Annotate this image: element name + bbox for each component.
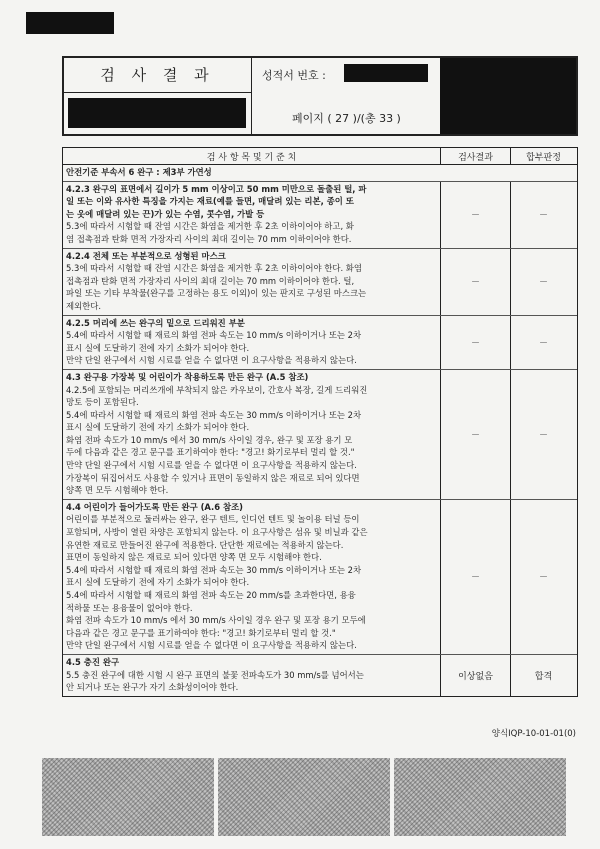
clause-heading: 4.2.5 머리에 쓰는 완구의 밑으로 드리워진 부분 [66, 317, 245, 328]
clause-text: 화염 전파 속도가 10 mm/s 에서 30 mm/s 사이일 경우, 완구 및 포장 용기 모 [66, 434, 353, 445]
judgement-cell: － [538, 278, 548, 289]
clause-text: 만약 단일 완구에서 시험 시료를 얻을 수 없다면 이 요구사항을 적용하지 않는다. [66, 460, 357, 471]
clause-text: 적하물 또는 용융물이 없어야 한다. [66, 602, 193, 613]
clause-text: 표시 실에 도달하기 전에 자기 소화가 되어야 한다. [66, 422, 250, 433]
clause-text: 파일 또는 기타 부착물(완구를 고정하는 용도 이외)이 있는 판지로 구성된 마스크는 [66, 288, 367, 299]
table-row [63, 249, 577, 316]
form-code: 양식IQP-10-01-01(0) [491, 729, 576, 739]
criteria-cell [63, 370, 441, 499]
clause-text: 5.3에 따라서 시험할 때 잔염 시간은 화염을 제거한 후 2초 이하이어야 하고, 화 [66, 221, 354, 232]
redacted-stamp-1 [42, 758, 214, 836]
clause-text: 표시 실에 도달하기 전에 자기 소화가 되어야 한다. [66, 342, 250, 353]
clause-text: 두에 다음과 같은 경고 문구를 표기하여야 한다: "경고! 화기로부터 멀리 할 것." [66, 447, 355, 458]
clause-text: 표시 실에 도달하기 전에 자기 소화가 되어야 한다. [66, 577, 250, 588]
table-header [63, 148, 577, 165]
clause-text: 어린이를 부분적으로 둘러싸는 완구, 완구 텐트, 인디언 텐트 및 놀이용 터널 등이 [66, 514, 360, 525]
judgement-cell: 합격 [534, 671, 553, 682]
table-row [63, 316, 577, 370]
clause-text: 만약 단일 완구에서 시험 시료를 얻을 수 없다면 이 요구사항을 적용하지 않는다. [66, 640, 357, 651]
clause-heading: 4.2.3 완구의 표면에서 길이가 5 mm 이상이고 50 mm 미만으로 돌출된 털, 파 [66, 183, 367, 194]
table-row [63, 370, 577, 500]
result-cell: － [441, 316, 511, 369]
clause-heading: 4.3 완구용 가장복 및 어린이가 착용하도록 만든 완구 (A.5 참조) [66, 371, 309, 382]
report-number-label: 성적서 번호 : [262, 69, 326, 82]
clause-text: 표면이 동일하지 않은 재료로 되어 있다면 양쪽 면 모두 시험해야 한다. [66, 552, 322, 563]
clause-text: 양쪽 면 모두 시험해야 한다. [66, 485, 169, 496]
clause-text: 안 되거나 또는 완구가 자기 소화성이어야 한다. [66, 682, 239, 693]
clause-heading: 4.5 충진 완구 [66, 656, 120, 667]
judgement-cell: － [538, 338, 548, 349]
clause-text: 제외한다. [66, 300, 102, 311]
clause-text: 다음과 같은 경고 문구를 표기하여야 한다: "경고! 화기로부터 멀리 할 것." [66, 627, 336, 638]
clause-heading: 는 옷에 매달려 있는 끈)가 있는 수염, 콧수염, 가발 등 [66, 208, 265, 219]
table-row [63, 655, 577, 696]
clause-text: 유연한 재료로 만들어진 완구에 적용한다. 단단한 재료에는 적용하지 않는다. [66, 539, 344, 550]
clause-text: 망토 등이 포함된다. [66, 397, 139, 408]
clause-text: 화염 전파 속도가 10 mm/s 에서 30 mm/s 사이일 경우 완구 및 포장 용기 모두에 [66, 615, 366, 626]
page-number-label: 페이지 ( 27 )/(총 33 ) [292, 112, 401, 125]
header-box [62, 56, 578, 136]
criteria-cell [63, 500, 441, 654]
table-row [63, 182, 577, 249]
clause-text: 5.4에 따라서 시험할 때 재료의 화염 전파 속도는 10 mm/s 이하이거나 또는 2차 [66, 330, 362, 341]
judgement-cell: － [538, 573, 548, 584]
inspection-table [62, 147, 578, 697]
clause-heading: 일 또는 이와 유사한 특징을 가지는 재료(예를 들면, 매달려 있는 리본, 종이 또 [66, 196, 354, 207]
clause-text: 5.3에 따라서 시험할 때 잔염 시간은 화염을 제거한 후 2초 이하이어야 한다. 화염 [66, 263, 362, 274]
clause-heading: 4.2.4 전체 또는 부분적으로 성형된 마스크 [66, 250, 226, 261]
header-result: 검사결과 [441, 148, 511, 164]
header-criteria: 검 사 항 목 및 기 준 치 [63, 148, 441, 164]
result-cell: 이상없음 [441, 655, 511, 696]
table-row [63, 500, 577, 655]
result-cell: － [441, 182, 511, 248]
judgement-cell: － [538, 430, 548, 441]
clause-heading: 4.4 어린이가 들어가도록 만든 완구 (A.6 참조) [66, 501, 243, 512]
redacted-report-number [344, 64, 428, 82]
criteria-cell [63, 655, 441, 696]
redacted-stamp-3 [394, 758, 566, 836]
clause-text: 5.4에 따라서 시험할 때 재료의 화염 전파 속도는 30 mm/s 이하이거나 또는 2차 [66, 564, 362, 575]
clause-text: 5.4에 따라서 시험할 때 재료의 화염 전파 속도는 30 mm/s 이하이거나 또는 2차 [66, 409, 362, 420]
criteria-cell [63, 249, 441, 315]
clause-text: 5.4에 따라서 시험할 때 재료의 화염 전파 속도는 20 mm/s를 초과한다면, 용융 [66, 590, 356, 600]
clause-text: 5.5 충진 완구에 대한 시험 시 완구 표면의 불꽃 전파속도가 30 mm/s를 넘어서는 [66, 669, 364, 680]
redacted-stamp-2 [218, 758, 390, 836]
clause-text: 4.2.5에 포함되는 머리쓰개에 부착되지 않은 카우보이, 간호사 복장, 길게 드리워진 [66, 384, 368, 395]
clause-text: 접촉점과 탄화 면적 가장자리 사이의 최대 길이는 70 mm 이하이어야 한다. 털, [66, 275, 355, 286]
result-cell: － [441, 370, 511, 499]
clause-text: 염 접촉점과 탄화 면적 가장자리 사이의 최대 길이는 70 mm 이하이어야 한다. [66, 233, 352, 244]
clause-text: 포함되며, 사방이 열린 차양은 포함되지 않는다. 이 요구사항은 섬유 및 비닐과 같은 [66, 527, 368, 538]
criteria-cell [63, 182, 441, 248]
header-left [64, 58, 252, 134]
result-cell: － [441, 249, 511, 315]
redacted-company [68, 98, 246, 128]
clause-text: 만약 단일 완구에서 시험 시료를 얻을 수 없다면 이 요구사항을 적용하지 않는다. [66, 355, 357, 366]
page-title: 검 사 결 과 [64, 58, 251, 93]
intro-row [63, 165, 577, 182]
clause-text: 가장복이 뒤집어서도 사용할 수 있거나 표면이 동일하지 않은 재료로 되어 있다면 [66, 472, 360, 483]
redacted-top-label [26, 12, 114, 34]
judgement-cell: － [538, 211, 548, 222]
criteria-cell [63, 316, 441, 369]
standard-intro: 안전기준 부속서 6 완구 : 제3부 가연성 [66, 167, 212, 177]
result-cell: － [441, 500, 511, 654]
header-judgement: 합부판정 [526, 152, 561, 163]
